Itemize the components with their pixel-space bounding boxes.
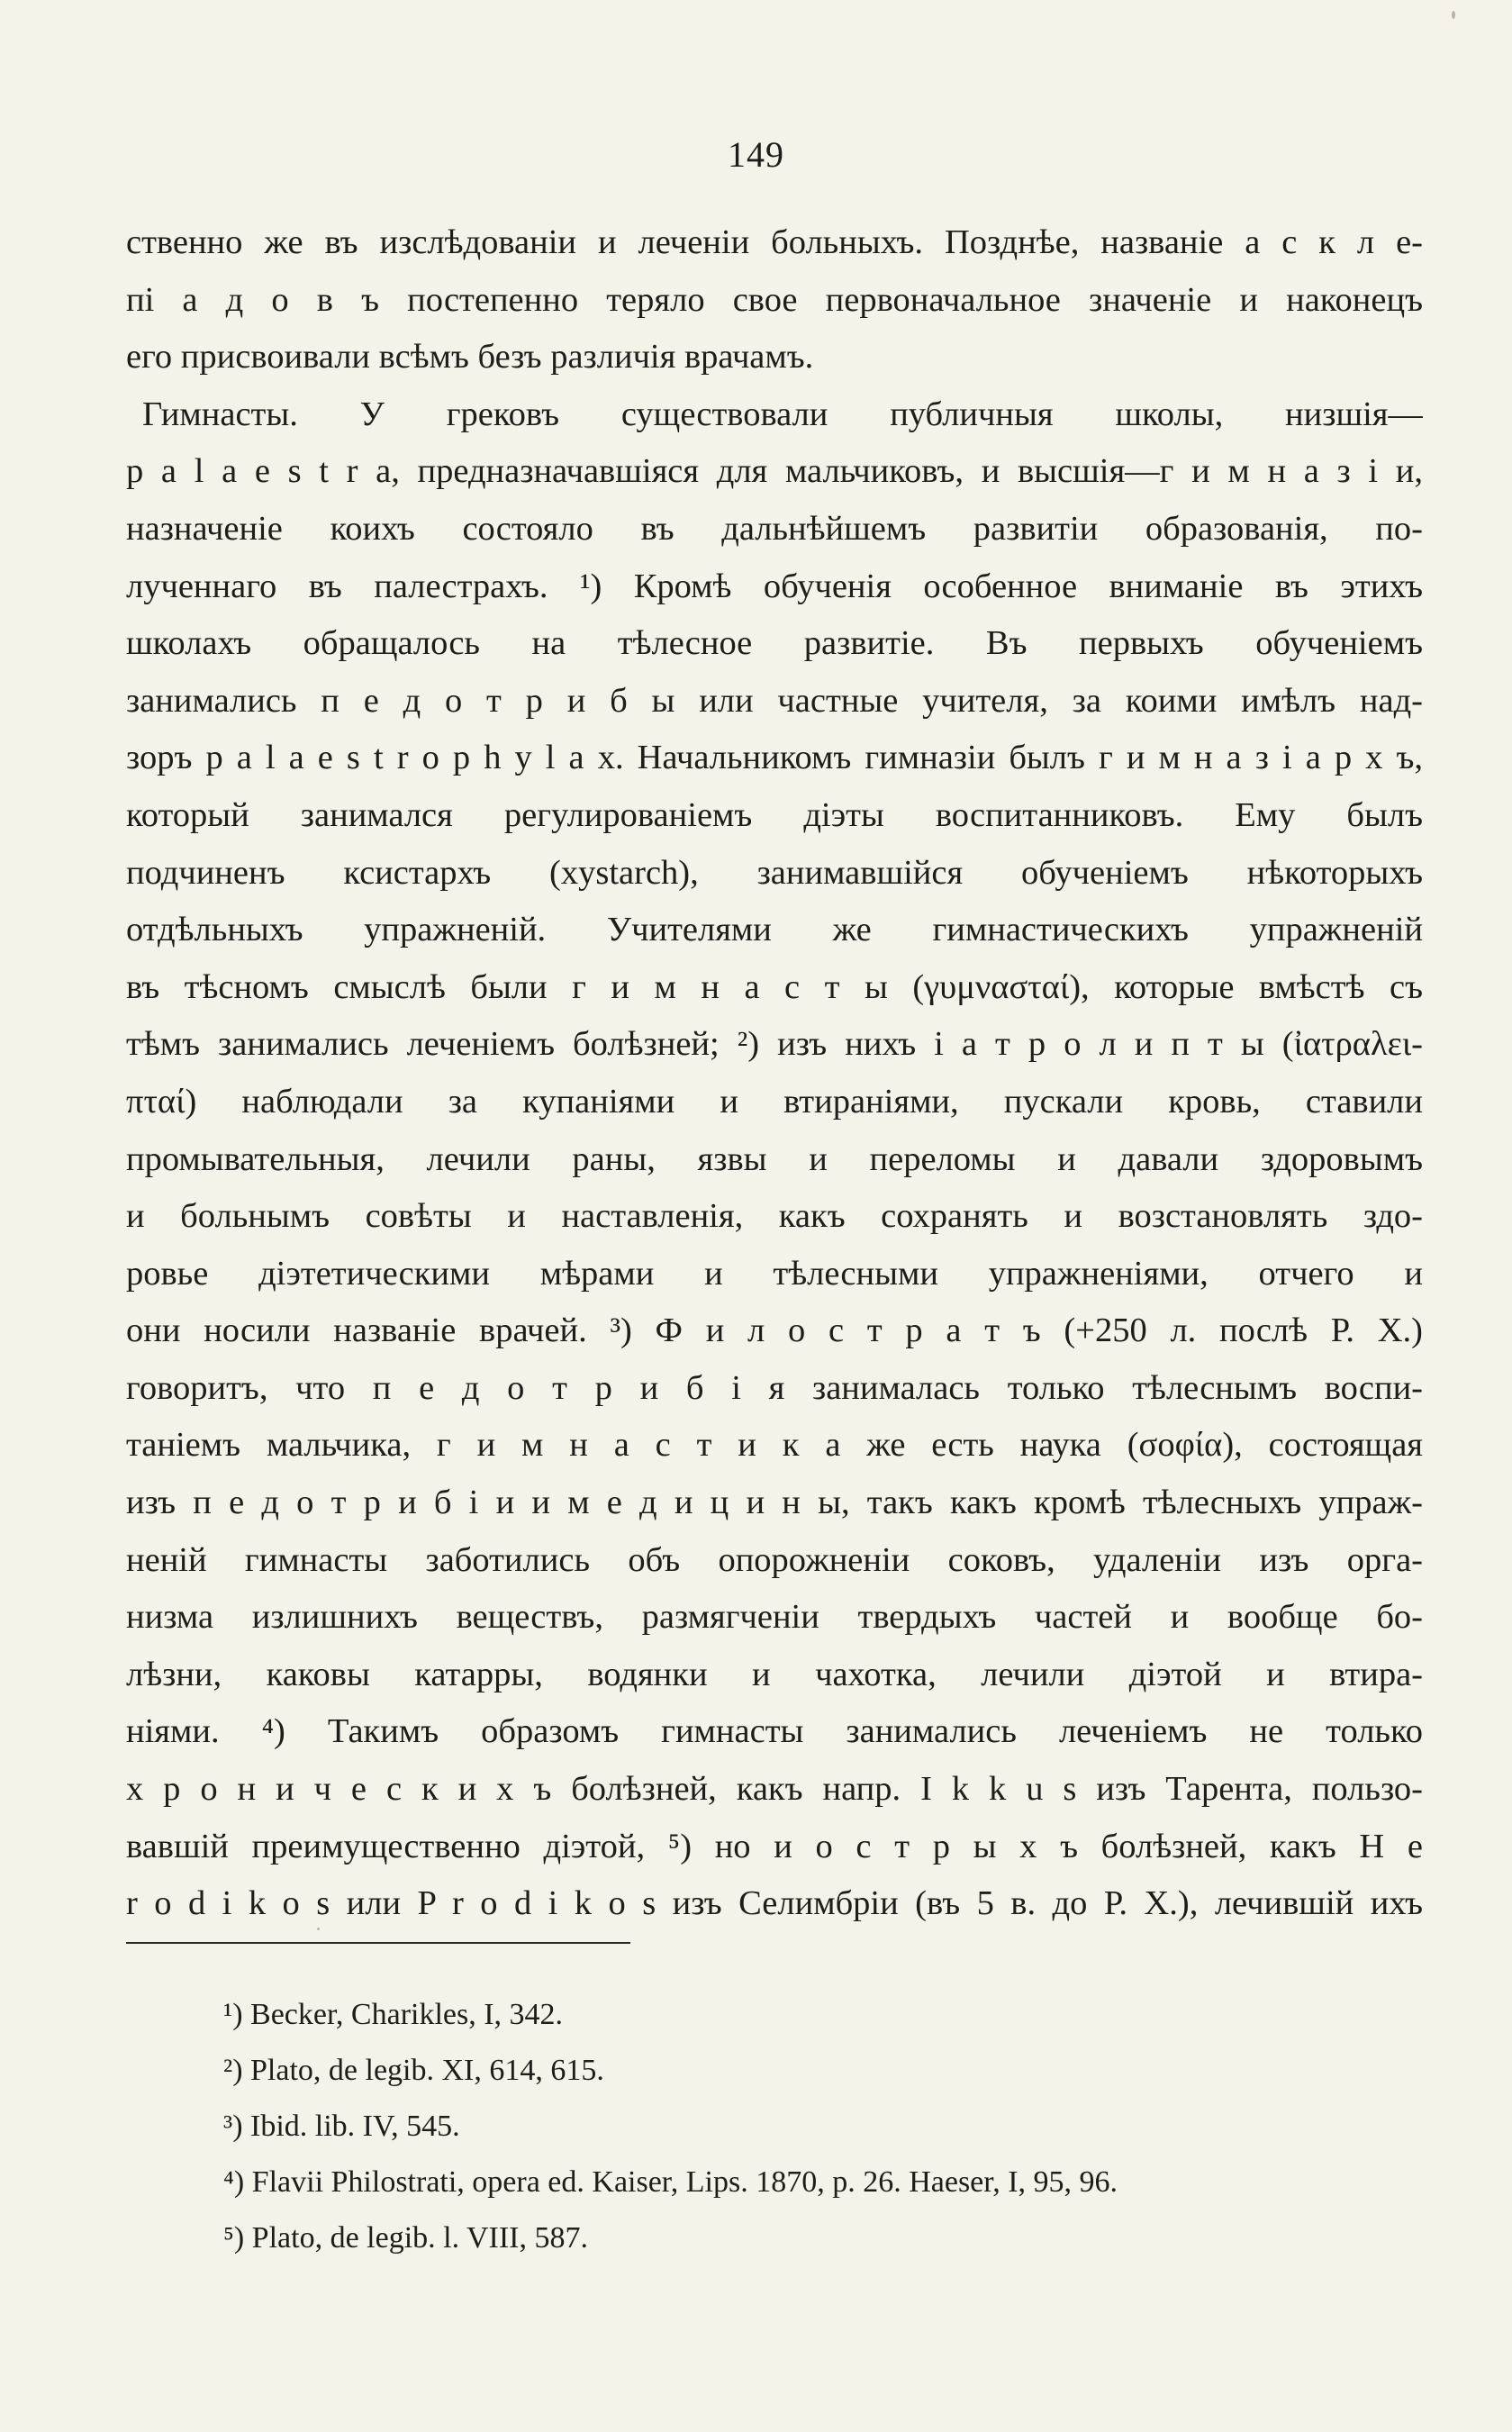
text-line: пі а д о в ъ постепенно теряло свое первоначальное значеніе и наконецъ xyxy=(126,280,1423,319)
footnote-2: ²) Plato, de legib. XI, 614, 615. xyxy=(223,2054,604,2087)
text-line: отдѣльныхъ упражненій. Учителями же гимнастическихъ упражненій xyxy=(126,911,1423,949)
text-line: p a l a e s t r a, предназначавшіяся для мальчиковъ, и высшія—г и м н а з і и, xyxy=(126,452,1423,491)
text-line: изъ п е д о т р и б і и и м е д и ц и н ы, такъ какъ кромѣ тѣлесныхъ упраж- xyxy=(126,1484,1423,1522)
text-line: его присвоивали всѣмъ безъ различія врачамъ. xyxy=(126,338,814,377)
text-line: назначеніе коихъ состояло въ дальнѣйшемъ развитіи образованія, по- xyxy=(126,509,1423,548)
text-line: ніями. ⁴) Такимъ образомъ гимнасты занимались леченіемъ не только xyxy=(126,1712,1423,1751)
text-line: школахъ обращалось на тѣлесное развитіе. Въ первыхъ обученіемъ xyxy=(126,624,1423,663)
text-line: и больнымъ совѣты и наставленія, какъ сохранять и возстановлять здо- xyxy=(126,1197,1423,1236)
text-line: подчиненъ ксистархъ (xystarch), занимавшійся обученіемъ нѣкоторыхъ xyxy=(126,853,1423,892)
text-line: который занимался регулированіемъ діэты воспитанниковъ. Ему былъ xyxy=(126,795,1423,834)
footnote-5: ⁵) Plato, de legib. l. VIII, 587. xyxy=(223,2221,588,2255)
footnote-1: ¹) Becker, Charikles, I, 342. xyxy=(223,1998,564,2031)
paper-speck xyxy=(317,1928,320,1930)
text-line: лученнаго въ палестрахъ. ¹) Кромѣ обученія особенное вниманіе въ этихъ xyxy=(126,567,1423,605)
text-line: таніемъ мальчика, г и м н а с т и к а же есть наука (σοφία), состоящая xyxy=(126,1426,1423,1465)
text-line: въ тѣсномъ смыслѣ были г и м н а с т ы (γυμνασταί), которые вмѣстѣ съ xyxy=(126,967,1423,1006)
paper-speck xyxy=(1452,11,1455,19)
text-line: занимались п е д о т р и б ы или частные учителя, за коими имѣлъ над- xyxy=(126,681,1423,720)
footnote-3: ³) Ibid. lib. IV, 545. xyxy=(223,2110,460,2143)
footnote-divider xyxy=(126,1942,630,1944)
text-line: вавшій преимущественно діэтой, ⁵) но и о с т р ы х ъ болѣзней, какъ H e xyxy=(126,1827,1423,1865)
text-line: промывательныя, лечили раны, язвы и переломы и давали здоровымъ xyxy=(126,1139,1423,1178)
text-line: они носили названіе врачей. ³) Ф и л о с т р а т ъ (+250 л. послѣ Р. Х.) xyxy=(126,1311,1423,1350)
text-line: лѣзни, каковы катарры, водянки и чахотка, лечили діэтой и втира- xyxy=(126,1655,1423,1693)
footnote-4: ⁴) Flavii Philostrati, opera ed. Kaiser, Lips. 1870, p. 26. Haeser, I, 95, 96. xyxy=(223,2165,1118,2199)
text-line: неній гимнасты заботились объ опорожненіи соковъ, удаленіи изъ орга- xyxy=(126,1540,1423,1579)
text-line: тѣмъ занимались леченіемъ болѣзней; ²) изъ нихъ і а т р о л и п т ы (ἰατραλει- xyxy=(126,1025,1423,1064)
text-line: зоръ p a l a e s t r o p h y l a x. Начальникомъ гимназіи былъ г и м н а з і а р х ъ, xyxy=(126,739,1423,777)
text-line: Гимнасты. У грековъ существовали публичныя школы, низшія— xyxy=(142,395,1423,433)
text-line: низма излишнихъ веществъ, размягченіи твердыхъ частей и вообще бо- xyxy=(126,1598,1423,1637)
text-line: ственно же въ изслѣдованіи и леченіи больныхъ. Позднѣе, названіе а с к л е- xyxy=(126,223,1423,261)
page-number: 149 xyxy=(728,134,784,175)
text-line: πταί) наблюдали за купаніями и втираніями, пускали кровь, ставили xyxy=(126,1082,1423,1121)
text-line: r o d i k o s или P r o d i k o s изъ Селимбріи (въ 5 в. до Р. Х.), лечившій ихъ xyxy=(126,1884,1423,1923)
text-line: говоритъ, что п е д о т р и б і я занималась только тѣлеснымъ воспи- xyxy=(126,1368,1423,1407)
footnotes xyxy=(223,1987,1394,2266)
text-line: х р о н и ч е с к и х ъ болѣзней, какъ напр. I k k u s изъ Тарента, пользо- xyxy=(126,1770,1423,1809)
body-text xyxy=(126,214,1423,1933)
text-line: ровье діэтетическими мѣрами и тѣлесными упражненіями, отчего и xyxy=(126,1254,1423,1293)
